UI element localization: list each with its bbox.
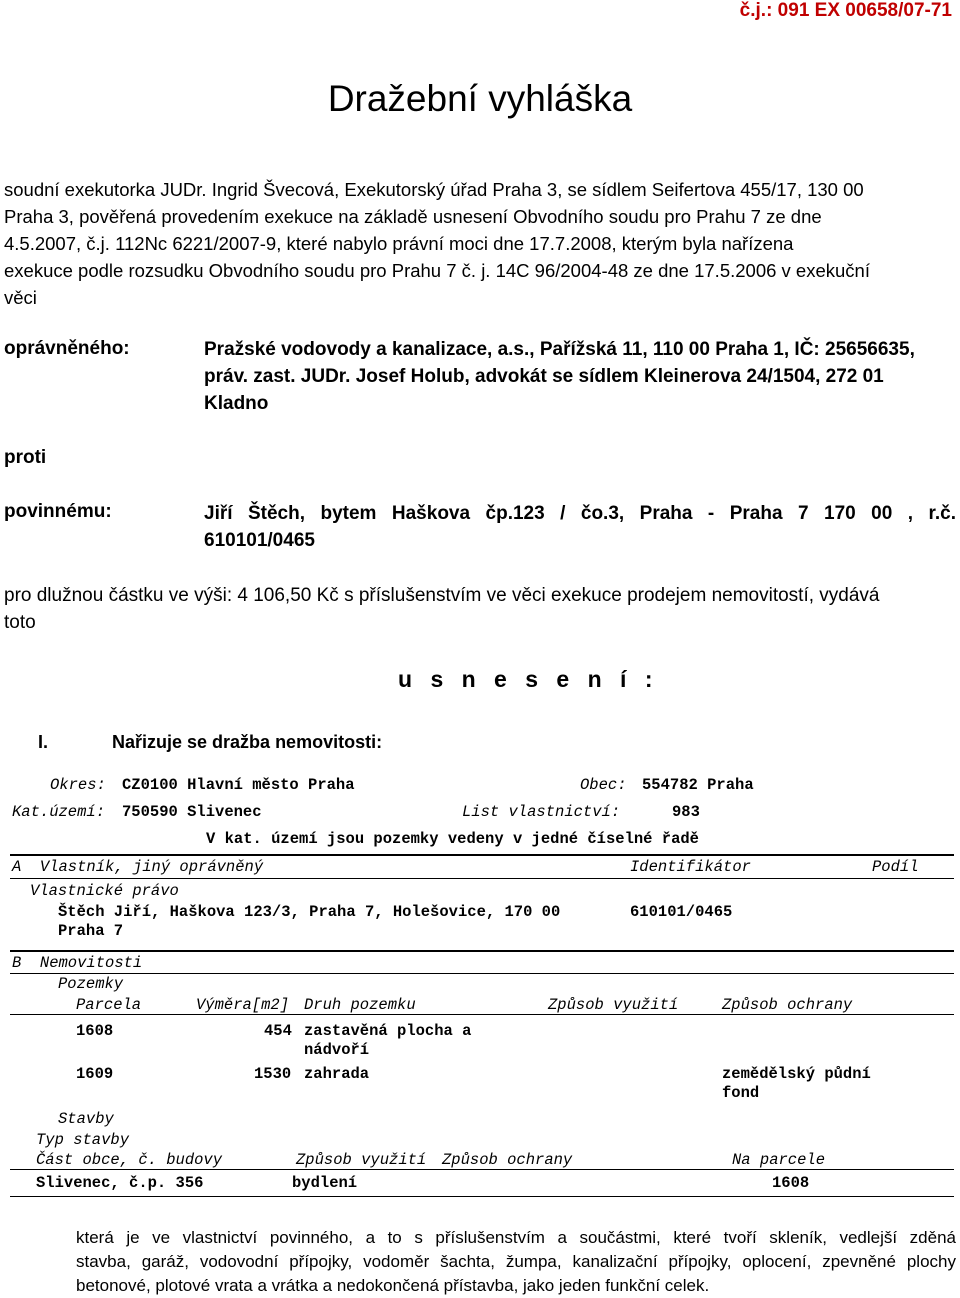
section-b-header: B Nemovitosti	[12, 954, 143, 972]
share-header: Podíl	[872, 858, 919, 876]
row-land-type: zahrada	[304, 1065, 370, 1083]
ownership-right-label: Vlastnické právo	[30, 882, 179, 900]
owner-address: Štěch Jiří, Haškova 123/3, Praha 7, Holešovice, 170 00	[58, 903, 561, 921]
intro-line: Praha 3, pověřená provedením exekuce na základě usnesení Obvodního soudu pro Prahu 7 ze dne	[4, 206, 822, 227]
intro-line: soudní exekutorka JUDr. Ingrid Švecová, Exekutorský úřad Praha 3, se sídlem Seifertova 455/17, 130 00	[4, 179, 864, 200]
municipality-label: Obec:	[580, 776, 627, 794]
intro-line: exekuce podle rozsudku Obvodního soudu pro Prahu 7 č. j. 14C 96/2004-48 ze dne 17.5.2006 v exekuční	[4, 260, 870, 281]
row-parcel: 1609	[76, 1065, 114, 1083]
against-label: proti	[4, 447, 47, 468]
owner-identifier: 610101/0465	[630, 903, 733, 921]
ownership-list-value: 983	[672, 803, 700, 821]
municipality-value: 554782 Praha	[642, 776, 754, 794]
debtor-label: povinnému:	[4, 501, 112, 522]
row-area: 1530	[254, 1065, 292, 1083]
building-parcel: 1608	[772, 1174, 810, 1192]
col-building-protection: Způsob ochrany	[442, 1151, 573, 1169]
debtor-details	[204, 500, 956, 554]
intro-paragraph	[4, 176, 954, 311]
col-area: Výměra[m2]	[196, 996, 290, 1014]
col-land-type: Druh pozemku	[304, 996, 416, 1014]
document-title: Dražební vyhláška	[327, 78, 633, 119]
buildings-label: Stavby	[58, 1110, 114, 1128]
row-protection-cont: fond	[722, 1084, 760, 1102]
debtor-line: 610101/0465	[204, 530, 315, 551]
owner-address-cont: Praha 7	[58, 922, 124, 940]
building-municipality-part: Slivenec, č.p. 356	[36, 1174, 204, 1192]
building-type-label: Typ stavby	[36, 1131, 130, 1149]
building-usage: bydlení	[292, 1174, 358, 1192]
creditor-line: Kladno	[204, 393, 269, 414]
district-value: CZ0100 Hlavní město Praha	[122, 776, 355, 794]
row-parcel: 1608	[76, 1022, 114, 1040]
creditor-details	[204, 336, 956, 417]
description-line: betonové, plotové vrata a vrátka a nedokončená přístavba, jako jeden funkční celek.	[76, 1276, 710, 1295]
debtor-line: Jiří Štěch, bytem Haškova čp.123 / čo.3, Praha - Praha 7 170 00 , r.č.	[204, 503, 956, 524]
cadastral-label: Kat.území:	[12, 803, 106, 821]
section-title: Nařizuje se dražba nemovitosti:	[112, 732, 383, 752]
resolution-heading: u s n e s e n í :	[398, 666, 659, 692]
district-label: Okres:	[50, 776, 106, 794]
divider	[10, 1169, 954, 1170]
creditor-line: práv. zast. JUDr. Josef Holub, advokát se sídlem Kleinerova 24/1504, 272 01	[204, 366, 884, 387]
case-reference: č.j.: 091 EX 00658/07-71	[739, 0, 952, 21]
divider	[10, 1014, 954, 1015]
divider	[10, 878, 954, 879]
cadastral-value: 750590 Slivenec	[122, 803, 262, 821]
col-usage: Způsob využití	[548, 996, 679, 1014]
ownership-list-label: List vlastnictví:	[462, 803, 621, 821]
row-land-type: zastavěná plocha a	[304, 1022, 472, 1040]
divider	[10, 854, 954, 856]
row-area: 454	[264, 1022, 292, 1040]
debt-line: toto	[4, 612, 36, 633]
col-parcel: Parcela	[76, 996, 142, 1014]
description-line: která je ve vlastnictví povinného, a to s příslušenstvím a součástmi, které tvoří skleník, vedlejší zděná	[76, 1228, 956, 1247]
property-description	[76, 1226, 956, 1298]
row-protection: zemědělský půdní	[722, 1065, 871, 1083]
debt-line: pro dlužnou částku ve výši: 4 106,50 Kč s příslušenstvím ve věci exekuce prodejem nemovitostí, vydává	[4, 585, 880, 606]
creditor-label: oprávněného:	[4, 338, 130, 359]
col-municipality-part: Část obce, č. budovy	[36, 1151, 223, 1169]
description-line: stavba, garáž, vodovodní přípojky, vodoměr šachta, žumpa, kanalizační přípojky, oplocení, zpevněné plochy	[76, 1252, 956, 1271]
row-land-type-cont: nádvoří	[304, 1041, 370, 1059]
col-building-usage: Způsob využití	[296, 1151, 427, 1169]
debt-paragraph	[4, 582, 954, 636]
land-plots-label: Pozemky	[58, 975, 124, 993]
creditor-line: Pražské vodovody a kanalizace, a.s., Pařížská 11, 110 00 Praha 1, IČ: 25656635,	[204, 339, 915, 360]
divider	[10, 950, 954, 952]
col-on-parcel: Na parcele	[732, 1151, 826, 1169]
intro-line: věci	[4, 287, 37, 308]
divider	[10, 973, 954, 974]
identifier-header: Identifikátor	[630, 858, 751, 876]
registry-heading: V kat. území jsou pozemky vedeny v jedné číselné řadě	[206, 830, 699, 848]
section-number: I.	[38, 732, 49, 752]
divider	[10, 1196, 954, 1197]
col-protection: Způsob ochrany	[722, 996, 853, 1014]
intro-line: 4.5.2007, č.j. 112Nc 6221/2007-9, které nabylo právní moci dne 17.7.2008, kterým byla nařízena	[4, 233, 794, 254]
section-a-header: A Vlastník, jiný oprávněný	[12, 858, 264, 876]
